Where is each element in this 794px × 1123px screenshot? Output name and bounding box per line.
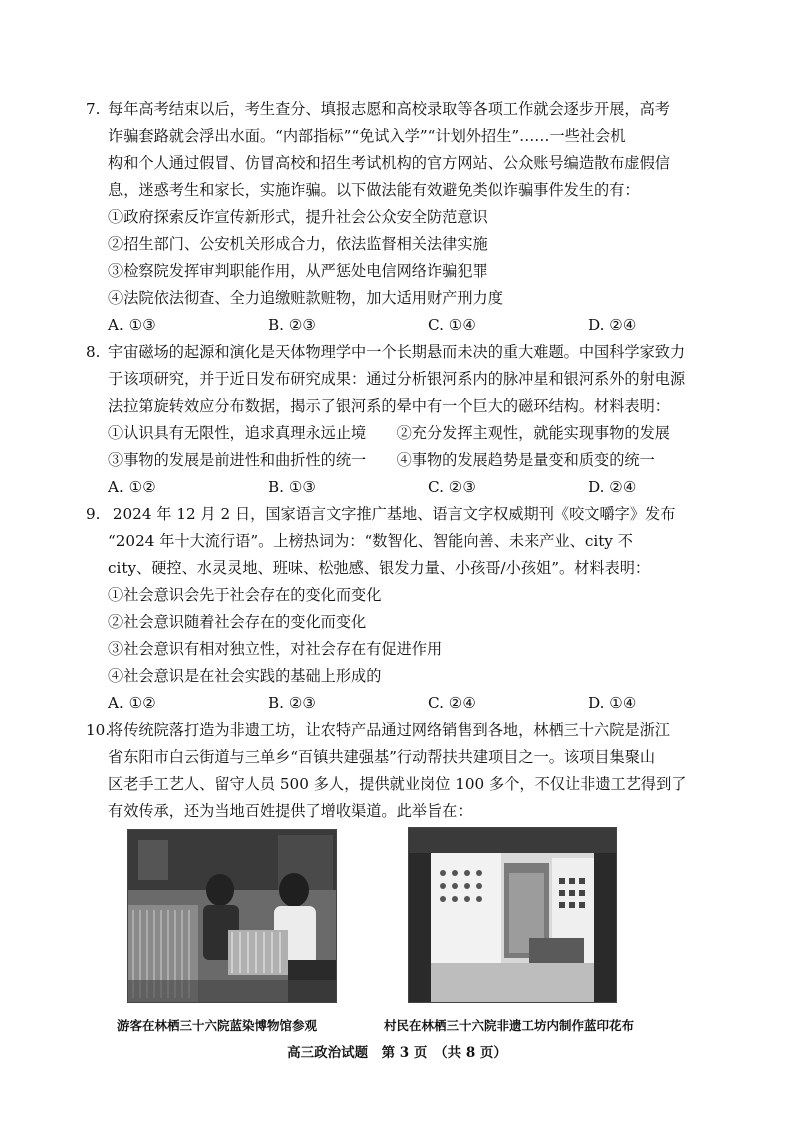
question-text: 宇宙磁场的起源和演化是天体物理学中一个长期悬而未决的重大难题。中国科学家致力 bbox=[108, 343, 686, 361]
page-footer: 高三政治试题 第 3 页 （共 8 页） bbox=[287, 1045, 507, 1061]
statement-item: ①政府探索反诈宣传新形式，提升社会公众安全防范意识 bbox=[108, 208, 488, 226]
statement-item: ③检察院发挥审判职能作用，从严惩处电信网络诈骗犯罪 bbox=[108, 262, 488, 280]
option-d[interactable]: D. ②④ bbox=[588, 478, 637, 496]
question-line bbox=[86, 339, 726, 366]
option-a[interactable]: A. ①② bbox=[108, 478, 156, 496]
question-line: 省东阳市白云街道与三单乡“百镇共建强基”行动帮扶共建项目之一。该项目集聚山 bbox=[108, 748, 656, 766]
statement-item: ②社会意识随着社会存在的变化而变化 bbox=[108, 613, 367, 631]
answer-options bbox=[86, 690, 726, 717]
statement-item: ②招生部门、公安机关形成合力，依法监督相关法律实施 bbox=[108, 235, 488, 253]
option-a[interactable]: A. ①② bbox=[108, 694, 156, 712]
option-c[interactable]: C. ②③ bbox=[428, 478, 476, 496]
question-line: 法拉第旋转效应分布数据，揭示了银河系的晕中有一个巨大的磁环结构。材料表明： bbox=[108, 397, 670, 415]
option-b[interactable]: B. ②③ bbox=[268, 694, 317, 712]
option-b[interactable]: B. ①③ bbox=[268, 478, 317, 496]
workshop-photo-icon bbox=[408, 827, 617, 1003]
question-line: 构和个人通过假冒、仿冒高校和招生考试机构的官方网站、公众账号编造散布虚假信 bbox=[108, 154, 670, 172]
question-line bbox=[86, 96, 726, 123]
question-line bbox=[86, 717, 726, 744]
statement-item: ③事物的发展是前进性和曲折性的统一 ④事物的发展趋势是量变和质变的统一 bbox=[108, 451, 655, 469]
option-b[interactable]: B. ②③ bbox=[268, 316, 317, 334]
question-line: city、硬控、水灵灵地、班味、松弛感、银发力量、小孩哥/小孩姐”。材料表明： bbox=[108, 559, 651, 577]
question-8 bbox=[86, 339, 726, 501]
question-line: 息，迷惑考生和家长，实施诈骗。以下做法能有效避免类似诈骗事件发生的有： bbox=[108, 181, 640, 199]
statement-item: ①认识具有无限性，追求真理永远止境 ②充分发挥主观性，就能实现事物的发展 bbox=[108, 424, 670, 442]
question-7 bbox=[86, 96, 726, 339]
option-c[interactable]: C. ②④ bbox=[428, 694, 476, 712]
question-number: 10. bbox=[86, 721, 111, 739]
photo-caption: 游客在林栖三十六院蓝染博物馆参观 bbox=[117, 1018, 318, 1033]
photo-caption: 村民在林栖三十六院非遗工坊内制作蓝印花布 bbox=[384, 1018, 635, 1033]
statement-item: ④社会意识是在社会实践的基础上形成的 bbox=[108, 667, 382, 685]
question-line: 诈骗套路就会浮出水面。“内部指标”“免试入学”“计划外招生”……一些社会机 bbox=[108, 127, 626, 145]
option-c[interactable]: C. ①④ bbox=[428, 316, 476, 334]
statement-item: ①社会意识会先于社会存在的变化而变化 bbox=[108, 586, 382, 604]
question-line: 于该项研究，并于近日发布研究成果：通过分析银河系内的脉冲星和银河系外的射电源 bbox=[108, 370, 686, 388]
answer-options bbox=[86, 474, 726, 501]
question-line: “2024 年十大流行语”。上榜热词为：“数智化、智能向善、未来产业、city 不 bbox=[108, 532, 633, 550]
question-line bbox=[86, 501, 726, 528]
question-number: 7. bbox=[86, 100, 101, 118]
question-10 bbox=[86, 717, 726, 825]
question-line: 有效传承，还为当地百姓提供了增收渠道。此举旨在： bbox=[108, 802, 473, 820]
option-d[interactable]: D. ①④ bbox=[588, 694, 637, 712]
statement-item: ③社会意识有相对独立性，对社会存在有促进作用 bbox=[108, 640, 443, 658]
question-line: 区老手工艺人、留守人员 500 多人，提供就业岗位 100 多个，不仅让非遗工艺得到了 bbox=[108, 775, 687, 793]
question-9 bbox=[86, 501, 726, 717]
question-text: 将传统院落打造为非遗工坊，让农特产品通过网络销售到各地，林栖三十六院是浙江 bbox=[108, 721, 670, 739]
question-number: 9. bbox=[86, 505, 101, 523]
question-text: 2024 年 12 月 2 日，国家语言文字推广基地、语言文字权威期刊《咬文嚼字》发布 bbox=[108, 505, 676, 523]
question-text: 每年高考结束以后，考生查分、填报志愿和高校录取等各项工作就会逐步开展，高考 bbox=[108, 100, 670, 118]
option-d[interactable]: D. ②④ bbox=[588, 316, 637, 334]
option-a[interactable]: A. ①③ bbox=[108, 316, 156, 334]
weaving-photo-icon bbox=[127, 829, 337, 1003]
question-number: 8. bbox=[86, 343, 101, 361]
answer-options bbox=[86, 312, 726, 339]
statement-item: ④法院依法彻查、全力追缴赃款赃物，加大适用财产刑力度 bbox=[108, 289, 503, 307]
